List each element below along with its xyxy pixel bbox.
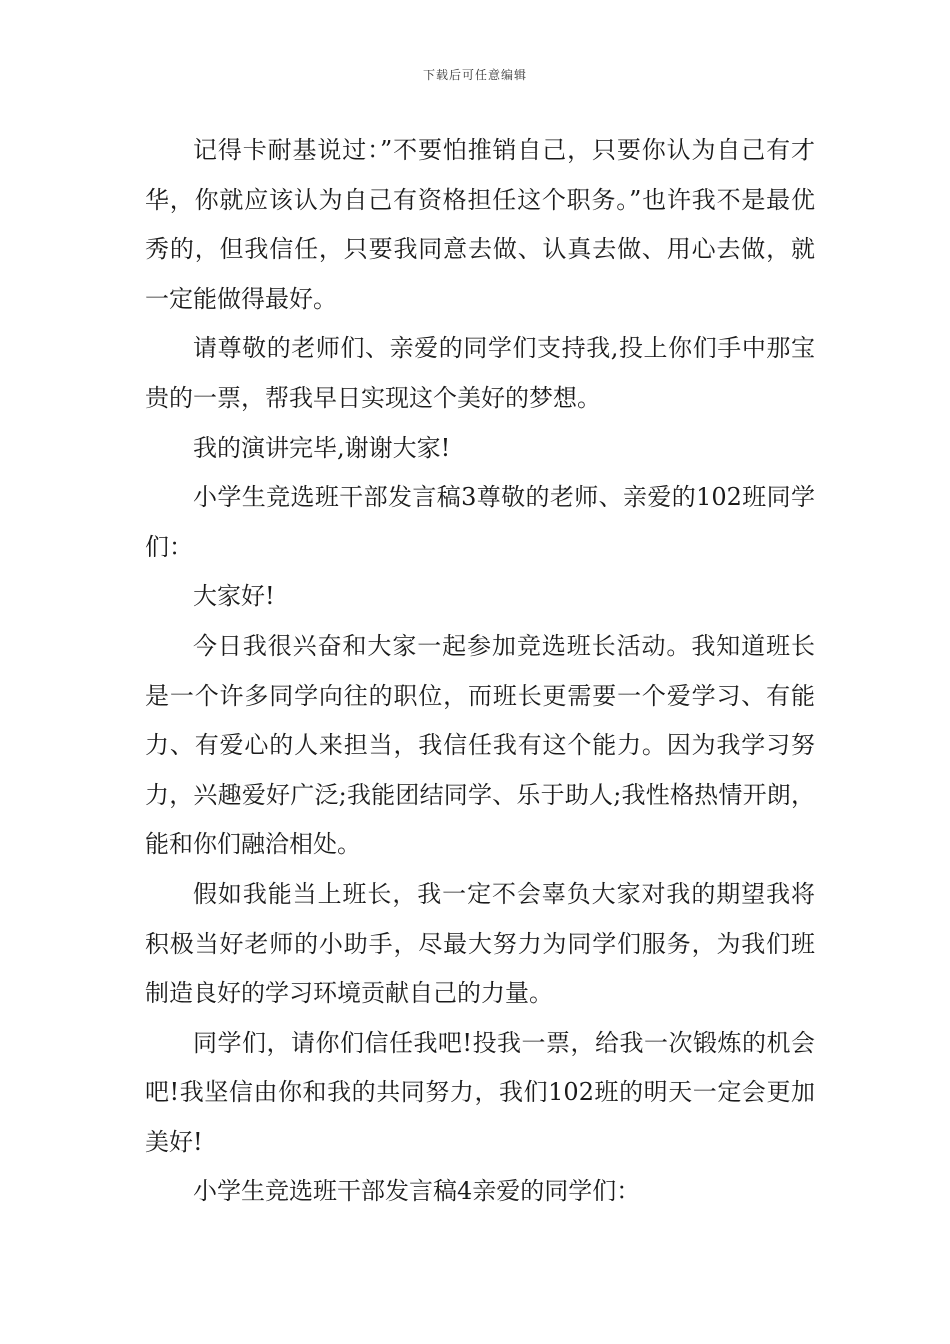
paragraph-3: 我的演讲完毕,谢谢大家!: [193, 433, 451, 462]
paragraph-4: 小学生竞选班干部发言稿3尊敬的老师、亲爱的102班同学们：: [145, 483, 815, 561]
paragraph-7: 假如我能当上班长，我一定不会辜负大家对我的期望我将积极当好老师的小助手，尽最大努力为同学们服务，为我们班制造良好的学习环境贡献自己的力量。: [145, 879, 815, 1008]
paragraph-8: 同学们，请你们信任我吧!投我一票，给我一次锻炼的机会吧!我坚信由你和我的共同努力，我们102班的明天一定会更加美好!: [145, 1028, 815, 1156]
paragraph-5: 大家好!: [193, 582, 275, 611]
document-body: [145, 126, 815, 1217]
paragraph-9: 小学生竞选班干部发言稿4亲爱的同学们：: [193, 1177, 641, 1206]
paragraph-6: 今日我很兴奋和大家一起参加竞选班长活动。我知道班长是一个许多同学向往的职位，而班长更需要一个爱学习、有能力、有爱心的人来担当，我信任我有这个能力。因为我学习努力，兴趣爱好广泛;我能团结同学、乐于助人;我性格热情开朗，能和你们融洽相处。: [145, 631, 815, 859]
page-header-note: 下载后可任意编辑: [422, 68, 527, 82]
paragraph-2: 请尊敬的老师们、亲爱的同学们支持我,投上你们手中那宝贵的一票，帮我早日实现这个美好的梦想。: [145, 334, 815, 412]
paragraph-1: 记得卡耐基说过：”不要怕推销自己，只要你认为自己有才华，你就应该认为自己有资格担任这个职务。”也许我不是最优秀的，但我信任，只要我同意去做、认真去做、用心去做，就一定能做得最好。: [145, 136, 815, 313]
